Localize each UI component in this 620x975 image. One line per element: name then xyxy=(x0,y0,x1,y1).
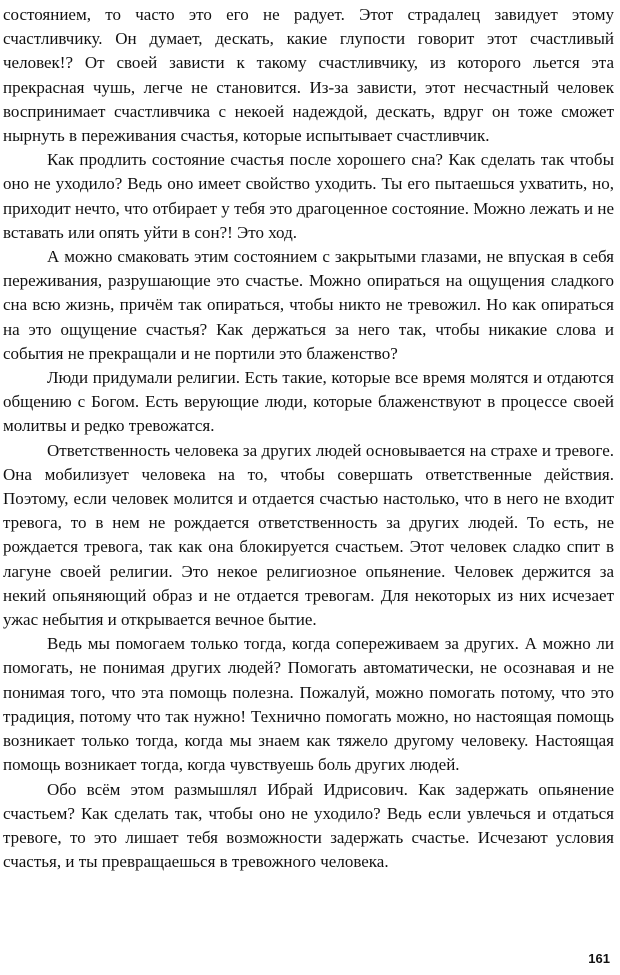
paragraph: А можно смаковать этим состоянием с закрытыми глазами, не впуская в себя переживания, разрушающие это счастье. Можно опираться на ощущения сладкого сна всю жизнь, причём так опираться, чтобы никто не тревожил. Но как опираться на это ощущение счастья? Как держаться за него так, чтобы никакие слова и события не прекращали и не портили это блаженство? xyxy=(3,247,614,363)
paragraph: Как продлить состояние счастья после хорошего сна? Как сделать так чтобы оно не уходило? Ведь оно имеет свойство уходить. Ты его пытаешься ухватить, но, приходит нечто, что отбирает у тебя это драгоценное состояние. Можно лежать и не вставать или опять уйти в сон?! Это ход. xyxy=(3,150,614,242)
paragraph: Ведь мы помогаем только тогда, когда сопереживаем за других. А можно ли помогать, не понимая других людей? Помогать автоматически, не осознавая и не понимая того, что эта помощь полезна. Пожалуй, можно помогать потому, что это традиция, потому что так нужно! Технично помогать можно, но настоящая помощь возникает только тогда, когда мы знаем как тяжело другому человеку. Настоящая помощь возникает тогда, когда чувствуешь боль других людей. xyxy=(3,634,614,775)
paragraph: Ответственность человека за других людей основывается на страхе и тревоге. Она мобилизует человека на то, чтобы совершать ответственные действия. Поэтому, если человек молится и отдается счастью настолько, что в него не входит тревога, то в нем не рождается ответственность за других людей. То есть, не рождается тревога, так как она блокируется счастьем. Этот человек сладко спит в лагуне своей религии. Это некое религиозное опьянение. Человек держится за некий опьяняющий образ и не отдается тревогам. Для некоторых из них исчезает ужас небытия и открывается вечное бытие. xyxy=(3,440,614,630)
paragraph: Обо всём этом размышлял Ибрай Идрисович. Как задержать опьянение счастьем? Как сделать так, чтобы оно не уходило? Ведь если увлечься и отдаться тревоге, то это лишает тебя возможности задержать счастье. Исчезают условия счастья, и ты превращаешься в тревожного человека. xyxy=(3,779,614,872)
paragraph-continued: состоянием, то часто это его не радует. Этот страдалец завидует этому счастливчику. Он думает, дескать, какие глупости говорит этот счастливый человек!? От своей зависти к такому счастливчику, из которого льется эта прекрасная чушь, легче не становится. Из-за зависти, этот несчастный человек воспринимает счастливчика с некоей надеждой, дескать, вдруг он тоже сможет нырнуть в переживания счастья, которые испытывает счастливчик. xyxy=(3,5,614,146)
paragraph: Люди придумали религии. Есть такие, которые все время молятся и отдаются общению с Богом. Есть верующие люди, которые блаженствуют в процессе своей молитвы и редко тревожатся. xyxy=(3,368,614,436)
page-number: 161 xyxy=(588,951,610,966)
body-text xyxy=(3,3,614,874)
